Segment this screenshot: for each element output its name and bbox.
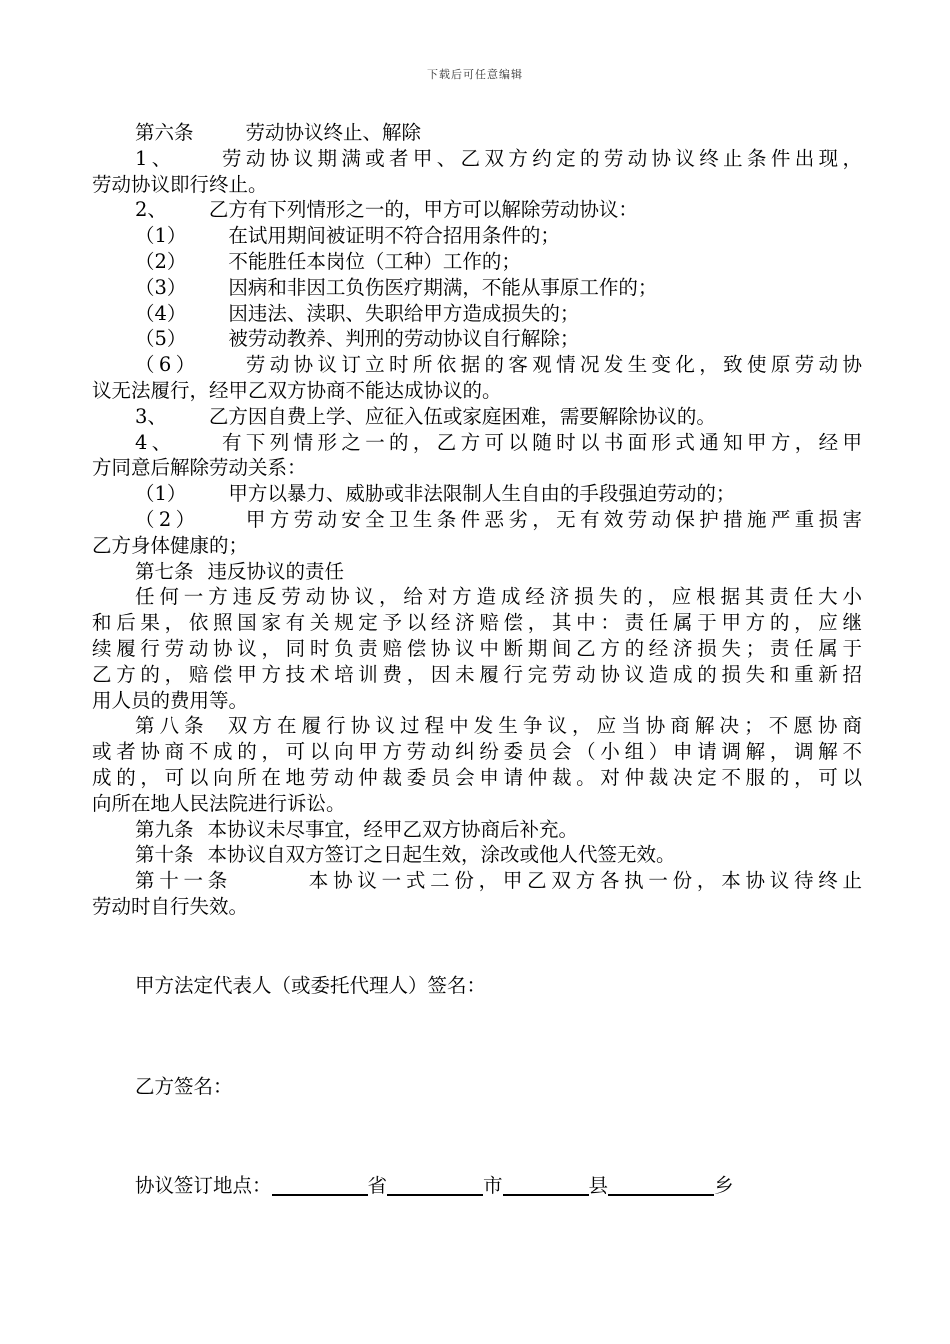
clause-number: 2、: [135, 198, 167, 222]
clause-text: 乙方因自费上学、应征入伍或家庭困难，需要解除协议的。: [208, 404, 716, 428]
item-text: 不能胜任本岗位（工种）工作的；: [228, 249, 521, 273]
party-a-signature-label: 甲方法定代表人（或委托代理人）签名：: [135, 974, 487, 997]
article6-clause2: [92, 197, 862, 223]
item-number: （3）: [135, 275, 187, 299]
township-blank[interactable]: [608, 1172, 714, 1196]
article6-subitem2-line2: 乙方身体健康的；: [92, 533, 249, 557]
signing-place-row: [135, 1170, 734, 1198]
article7-line5: 用人员的费用等。: [92, 688, 249, 712]
article6-item3: [92, 275, 862, 301]
article9: [92, 817, 862, 843]
article8-line3: 成的，可以向所在地劳动仲裁委员会申请仲裁。对仲裁决定不服的，可以: [92, 765, 862, 789]
article11-line1: [92, 868, 862, 894]
item-text: 因病和非因工负伤医疗期满，不能从事原工作的；: [228, 275, 658, 299]
article7-line3: 续履行劳动协议，同时负责赔偿协议中断期间乙方的经济损失；责任属于: [92, 636, 862, 660]
county-blank[interactable]: [503, 1172, 589, 1196]
article6-item5: [92, 326, 862, 352]
item-number: （6）: [135, 353, 200, 377]
article11-line2: 劳动时自行失效。: [92, 894, 249, 918]
item-number: （2）: [135, 507, 200, 531]
article6-item4: [92, 301, 862, 327]
article7-number: 第七条: [135, 559, 194, 583]
clause-text: 乙方有下列情形之一的，甲方可以解除劳动协议：: [208, 198, 638, 222]
article6-item1: [92, 223, 862, 249]
article8-line2: 或者协商不成的，可以向甲方劳动纠纷委员会（小组）申请调解，调解不: [92, 740, 862, 764]
province-blank[interactable]: [272, 1172, 368, 1196]
article6-item2: [92, 249, 862, 275]
article6-item6-line2: 议无法履行，经甲乙双方协商不能达成协议的。: [92, 378, 502, 402]
article6-clause3: [92, 404, 862, 430]
article10-number: 第十条: [135, 843, 194, 867]
clause-text: 有下列情形之一的，乙方可以随时以书面形式通知甲方，经甲: [217, 430, 862, 454]
township-label: 乡: [714, 1174, 734, 1197]
article6-subitem1: [92, 481, 862, 507]
item-text: 劳动协议订立时所依据的客观情况发生变化，致使原劳动协: [241, 353, 862, 377]
item-number: （1）: [135, 482, 187, 506]
article11-text: 本协议一式二份，甲乙双方各执一份，本协议待终止: [304, 869, 862, 893]
item-number: （1）: [135, 224, 187, 248]
article7-line1: 任何一方违反劳动协议，给对方造成经济损失的，应根据其责任大小: [135, 585, 862, 609]
article7-title: [92, 559, 862, 585]
article6-title: [92, 120, 862, 146]
article7-heading: 违反协议的责任: [207, 559, 345, 583]
article6-clause4-line2: 方同意后解除劳动关系：: [92, 456, 307, 480]
party-b-signature-label: 乙方签名：: [135, 1075, 233, 1098]
item-text: 因违法、渎职、失职给甲方造成损失的；: [228, 301, 580, 325]
item-number: （4）: [135, 301, 187, 325]
article7-line4: 乙方的，赔偿甲方技术培训费，因未履行完劳动协议造成的损失和重新招: [92, 662, 862, 686]
article8-number: 第八条: [135, 714, 209, 738]
item-number: （5）: [135, 327, 187, 351]
city-label: 市: [483, 1174, 503, 1197]
clause-number: 3、: [135, 404, 167, 428]
article10: [92, 842, 862, 868]
article6-heading: 劳动协议终止、解除: [245, 121, 422, 144]
agreement-body: [92, 120, 862, 920]
article11-number: 第十一条: [135, 869, 233, 893]
article7-line2: 和后果，依照国家有关规定予以经济赔偿，其中：责任属于甲方的，应继: [92, 611, 862, 635]
clause-text: 劳动协议期满或者甲、乙双方约定的劳动协议终止条件出现，: [217, 146, 862, 170]
item-number: （2）: [135, 249, 187, 273]
article8-text: 双方在履行协议过程中发生争议，应当协商解决；不愿协商: [222, 714, 862, 738]
clause-number: 1、: [135, 146, 176, 170]
signing-place-label: 协议签订地点：: [135, 1174, 272, 1197]
county-label: 县: [588, 1174, 609, 1197]
article6-clause4-line1: [92, 430, 862, 456]
clause-number: 4、: [135, 430, 176, 454]
item-text: 甲方以暴力、威胁或非法限制人生自由的手段强迫劳动的；: [228, 482, 736, 506]
item-text: 在试用期间被证明不符合招用条件的；: [228, 224, 560, 248]
article6-number: 第六条: [135, 121, 194, 144]
page-header-note: 下载后可任意编辑: [427, 68, 523, 81]
article8-line4: 向所在地人民法院进行诉讼。: [92, 791, 346, 815]
article6-clause1-line1: [92, 146, 862, 172]
article9-text: 本协议未尽事宜，经甲乙双方协商后补充。: [207, 817, 579, 841]
article8-line1: [92, 713, 862, 739]
city-blank[interactable]: [387, 1172, 483, 1196]
item-text: 被劳动教养、判刑的劳动协议自行解除；: [228, 327, 580, 351]
article6-clause1-line2: 劳动协议即行终止。: [92, 172, 268, 196]
province-label: 省: [367, 1174, 388, 1197]
article6-subitem2-line1: [92, 507, 862, 533]
article10-text: 本协议自双方签订之日起生效，涂改或他人代签无效。: [207, 843, 676, 867]
article9-number: 第九条: [135, 817, 194, 841]
article6-item6-line1: [92, 352, 862, 378]
item-text: 甲方劳动安全卫生条件恶劣，无有效劳动保护措施严重损害: [241, 507, 862, 531]
